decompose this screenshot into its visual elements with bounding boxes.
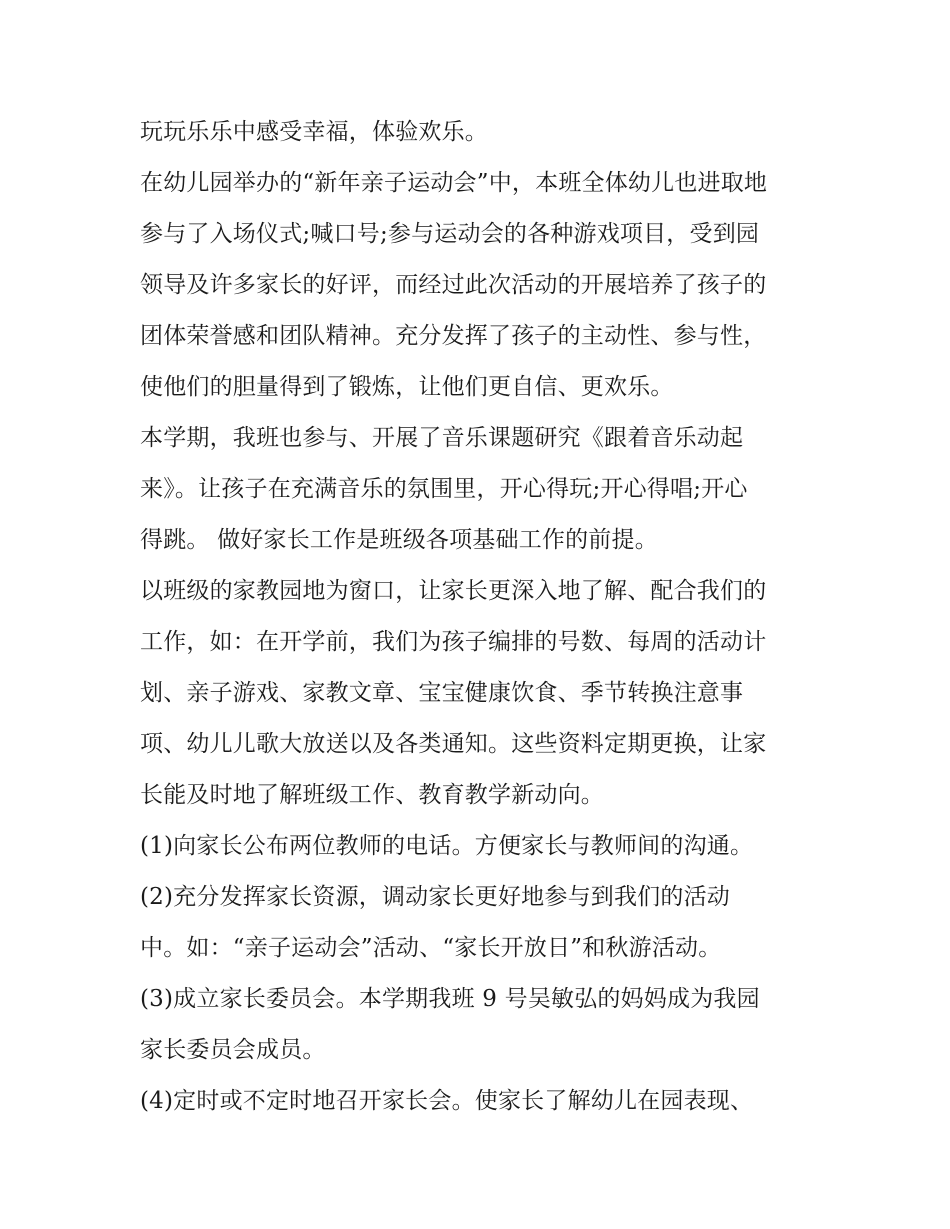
text-line: 家长委员会成员。 [140, 1037, 326, 1063]
text-line: 得跳。 做好家长工作是班级各项基础工作的前提。 [140, 527, 658, 553]
text-line: 团体荣誉感和团队精神。充分发挥了孩子的主动性、参与性， [140, 323, 767, 349]
text-line: 领导及许多家长的好评，而经过此次活动的开展培养了孩子的 [140, 272, 767, 298]
text-line: 本学期，我班也参与、开展了音乐课题研究《跟着音乐动起 [140, 425, 744, 451]
text-line: (2)充分发挥家长资源，调动家长更好地参与到我们的活动 [140, 884, 730, 910]
text-line: (3)成立家长委员会。本学期我班 9 号吴敏弘的妈妈成为我园 [140, 986, 760, 1012]
text-line: 项、幼儿儿歌大放送以及各类通知。这些资料定期更换，让家 [140, 731, 767, 757]
text-line: (4)定时或不定时地召开家长会。使家长了解幼儿在园表现、 [140, 1088, 754, 1114]
text-line: 参与了入场仪式;喊口号;参与运动会的各种游戏项目，受到园 [140, 221, 760, 247]
text-line: 工作，如：在开学前，我们为孩子编排的号数、每周的活动计 [140, 629, 767, 655]
body-text [140, 107, 820, 1127]
text-line: 中。如：“亲子运动会”活动、“家长开放日”和秋游活动。 [140, 935, 722, 961]
text-line: 长能及时地了解班级工作、教育教学新动向。 [140, 782, 604, 808]
text-line: 划、亲子游戏、家教文章、宝宝健康饮食、季节转换注意事 [140, 680, 744, 706]
text-line: 使他们的胆量得到了锻炼，让他们更自信、更欢乐。 [140, 374, 674, 400]
text-line: 来》。让孩子在充满音乐的氛围里，开心得玩;开心得唱;开心 [140, 476, 748, 502]
text-line: 以班级的家教园地为窗口，让家长更深入地了解、配合我们的 [140, 578, 767, 604]
text-line: (1)向家长公布两位教师的电话。方便家长与教师间的沟通。 [140, 833, 754, 859]
text-line: 玩玩乐乐中感受幸福，体验欢乐。 [140, 119, 488, 145]
text-line: 在幼儿园举办的“新年亲子运动会”中，本班全体幼儿也进取地 [140, 170, 768, 196]
